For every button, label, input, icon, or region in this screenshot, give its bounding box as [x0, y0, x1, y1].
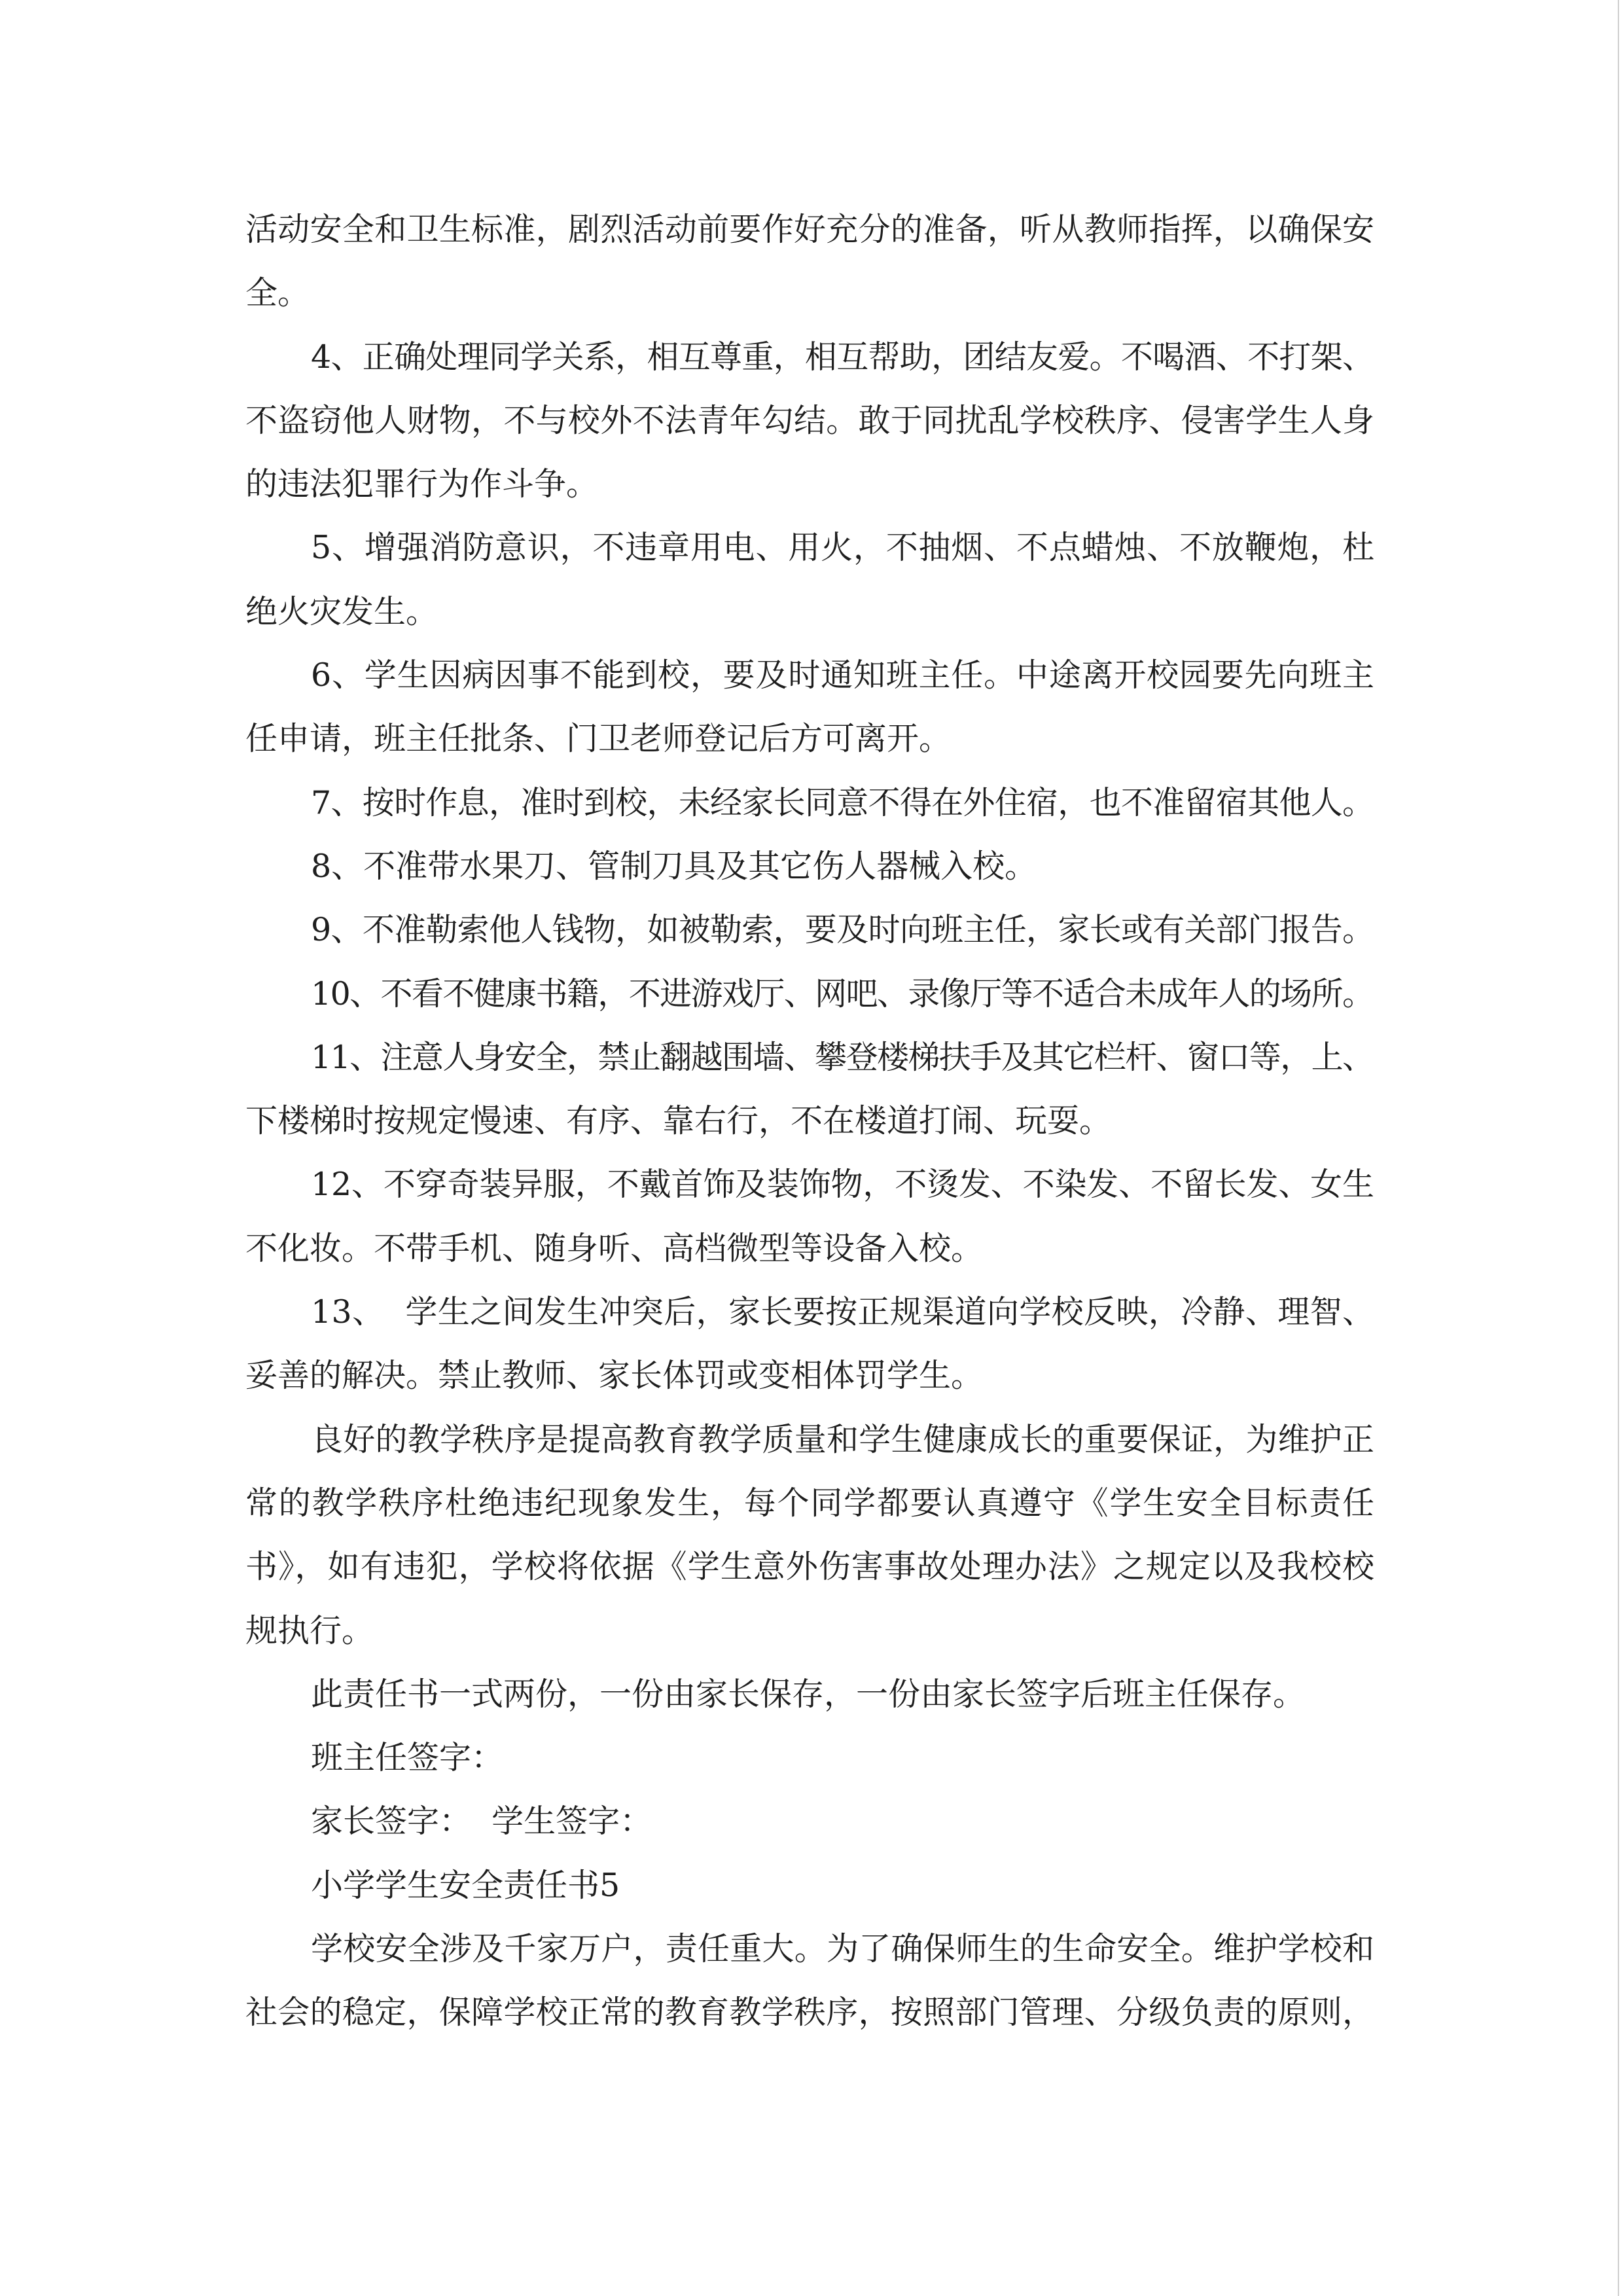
text-line: 全。	[245, 274, 310, 312]
text-line: 学校安全涉及千家万户，责任重大。为了确保师生的生命安全。维护学校和	[311, 1930, 1375, 1968]
paragraph-line	[245, 1789, 1374, 1853]
class-teacher-signature	[245, 1726, 1374, 1789]
paragraph-line	[245, 1917, 1374, 1981]
paragraph-line	[245, 452, 1374, 516]
text-line: 7、按时作息，准时到校，未经家长同意不得在外住宿，也不准留宿其他人。	[311, 783, 1374, 821]
paragraph-line	[245, 1662, 1374, 1726]
closing-paragraph	[245, 1408, 1374, 1662]
clause-10	[245, 962, 1374, 1026]
paragraph-line	[245, 389, 1374, 452]
paragraph-line	[245, 1026, 1374, 1089]
text-line: 11、注意人身安全，禁止翻越围墙、攀登楼梯扶手及其它栏杆、窗口等，上、	[311, 1038, 1374, 1076]
paragraph-line	[245, 1726, 1374, 1789]
paragraph-line	[245, 325, 1374, 389]
text-line: 良好的教学秩序是提高教育教学质量和学生健康成长的重要保证，为维护正	[311, 1420, 1375, 1458]
text-line: 下楼梯时按规定慢速、有序、靠右行，不在楼道打闹、玩耍。	[245, 1102, 1112, 1140]
parent-student-signature	[245, 1789, 1374, 1853]
scan-edge-line	[1618, 0, 1619, 2296]
text-line: 常的教学秩序杜绝违纪现象发生，每个同学都要认真遵守《学生安全目标责任	[245, 1484, 1376, 1522]
intro-paragraph	[245, 1917, 1374, 2045]
text-line: 班主任签字：	[311, 1739, 504, 1777]
paragraph-line	[245, 1217, 1374, 1280]
text-line: 9、不准勒索他人钱物，如被勒索，要及时向班主任，家长或有关部门报告。	[311, 911, 1374, 949]
paragraph-line	[245, 261, 1374, 325]
text-line: 13、 学生之间发生冲突后，家长要按正规渠道向学校反映，冷静、理智、	[311, 1293, 1375, 1331]
clause-6	[245, 643, 1374, 771]
paragraph-line	[245, 1408, 1374, 1471]
paragraph-line	[245, 1854, 1374, 1917]
paragraph-line	[245, 834, 1374, 898]
text-line: 12、不穿奇装异服，不戴首饰及装饰物，不烫发、不染发、不留长发、女生	[311, 1166, 1374, 1204]
clause-8	[245, 834, 1374, 898]
text-line: 不盗窃他人财物，不与校外不法青年勾结。敢于同扰乱学校秩序、侵害学生人身	[245, 401, 1375, 439]
paragraph-line	[245, 580, 1374, 643]
paragraph-line	[245, 643, 1374, 707]
paragraph-line	[245, 1599, 1374, 1662]
text-line: 8、不准带水果刀、管制刀具及其它伤人器械入校。	[311, 847, 1037, 885]
clause-4	[245, 325, 1374, 516]
text-line: 此责任书一式两份，一份由家长保存，一份由家长签字后班主任保存。	[311, 1675, 1306, 1713]
text-line: 任申请，班主任批条、门卫老师登记后方可离开。	[245, 720, 952, 758]
paragraph-line	[245, 898, 1374, 961]
paragraph-line	[245, 198, 1374, 261]
text-line: 5、增强消防意识，不违章用电、用火，不抽烟、不点蜡烛、不放鞭炮，杜	[311, 529, 1375, 567]
paragraph-line	[245, 1981, 1374, 2044]
paragraph-line	[245, 516, 1374, 579]
paragraph-line	[245, 1280, 1374, 1344]
text-line: 不化妆。不带手机、随身听、高档微型等设备入校。	[245, 1229, 984, 1267]
text-line: 书》，如有违犯，学校将依据《学生意外伤害事故处理办法》之规定以及我校校	[245, 1548, 1375, 1586]
clause-5	[245, 516, 1374, 643]
text-line: 4、正确处理同学关系，相互尊重，相互帮助，团结友爱。不喝酒、不打架、	[311, 338, 1374, 376]
clause-11	[245, 1026, 1374, 1153]
paragraph-line	[245, 707, 1374, 770]
text-line: 活动安全和卫生标准，剧烈活动前要作好充分的准备，听从教师指挥，以确保安	[245, 211, 1375, 248]
text-line: 妥善的解决。禁止教师、家长体罚或变相体罚学生。	[245, 1357, 984, 1395]
clause-9	[245, 898, 1374, 961]
text-line: 小学学生安全责任书5	[311, 1866, 620, 1904]
clause-7	[245, 771, 1374, 834]
text-line: 社会的稳定，保障学校正常的教育教学秩序，按照部门管理、分级负责的原则，	[245, 1994, 1375, 2032]
paragraph-line	[245, 771, 1374, 834]
text-line: 绝火灾发生。	[245, 592, 438, 630]
text-line: 10、不看不健康书籍，不进游戏厅、网吧、录像厅等不适合未成年人的场所。	[311, 975, 1374, 1013]
paragraph-line	[245, 1153, 1374, 1216]
copies-note	[245, 1662, 1374, 1726]
text-line: 家长签字： 学生签字：	[311, 1803, 652, 1840]
paragraph-line	[245, 1471, 1374, 1535]
paragraph-continued	[245, 198, 1374, 325]
section-title	[245, 1854, 1374, 1917]
paragraph-line	[245, 1344, 1374, 1407]
text-line: 的违法犯罪行为作斗争。	[245, 465, 599, 503]
paragraph-line	[245, 1089, 1374, 1153]
clause-12	[245, 1153, 1374, 1280]
paragraph-line	[245, 962, 1374, 1026]
text-line: 规执行。	[245, 1611, 374, 1649]
paragraph-line	[245, 1535, 1374, 1598]
document-body	[245, 198, 1374, 2045]
text-line: 6、学生因病因事不能到校，要及时通知班主任。中途离开校园要先向班主	[311, 656, 1375, 694]
clause-13	[245, 1280, 1374, 1408]
